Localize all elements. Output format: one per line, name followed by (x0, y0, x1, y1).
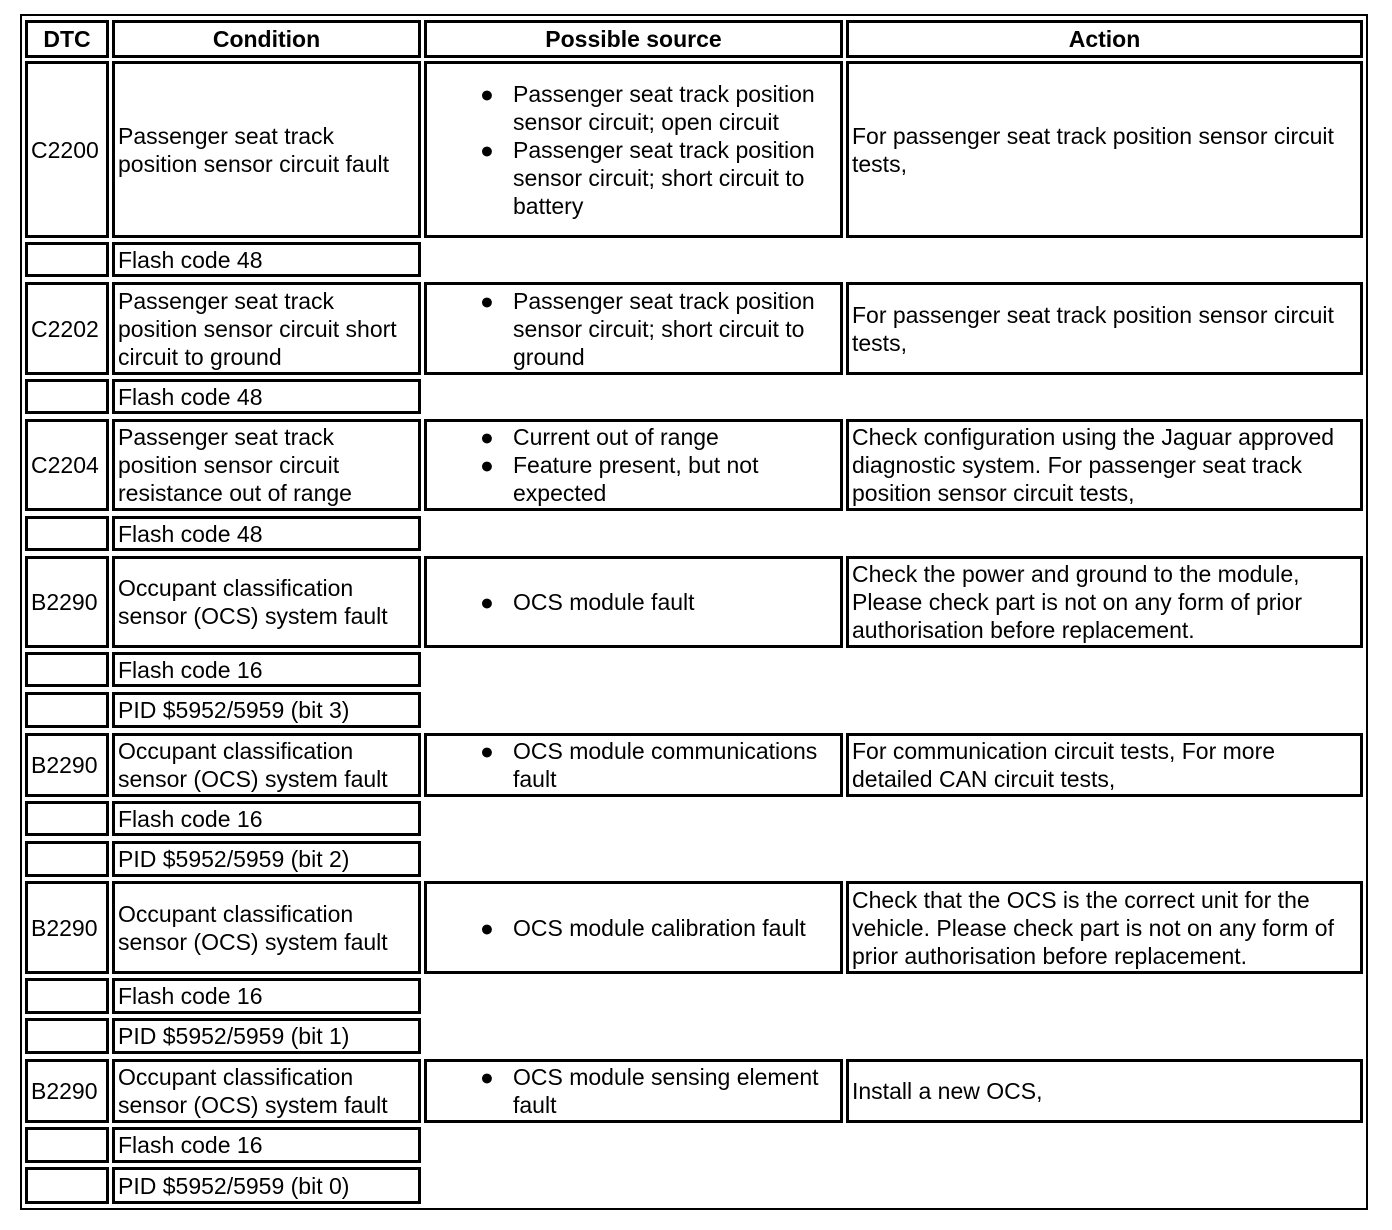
condition-cell (112, 282, 421, 375)
empty-dtc-cell (25, 652, 109, 687)
possible-source-list (477, 914, 806, 942)
empty-dtc-cell (25, 516, 109, 551)
possible-source-text: OCS module communications fault (513, 738, 818, 792)
possible-source-text: Passenger seat track position sensor circuit; short circuit to battery (513, 136, 815, 219)
flash-code-cell (112, 242, 421, 277)
possible-source-text: Passenger seat track position sensor circuit; short circuit to ground (513, 287, 815, 370)
condition-cell (112, 1059, 421, 1123)
empty-dtc-cell (25, 379, 109, 414)
pid-cell (112, 1018, 421, 1054)
bullet-icon: ● (480, 452, 494, 478)
bullet-icon: ● (480, 1064, 494, 1090)
possible-source-list (477, 287, 836, 371)
action-text: For passenger seat track position sensor circuit tests, (852, 301, 1334, 356)
flash-code-text: Flash code 16 (118, 983, 263, 1009)
possible-source-list (477, 423, 836, 507)
action-text: For passenger seat track position sensor circuit tests, (852, 122, 1334, 177)
possible-source-cell (424, 61, 843, 238)
flash-code-cell (112, 801, 421, 836)
flash-code-text: Flash code 16 (118, 1132, 263, 1158)
dtc-code-cell (25, 61, 109, 238)
dtc-code-cell (25, 419, 109, 511)
bullet-icon: ● (480, 589, 494, 615)
pid-text: PID $5952/5959 (bit 2) (118, 846, 350, 872)
possible-source-cell (424, 881, 843, 974)
pid-text: PID $5952/5959 (bit 3) (118, 697, 350, 723)
possible-source-list (477, 737, 836, 793)
bullet-icon: ● (480, 424, 494, 450)
possible-source-item (477, 287, 836, 371)
action-cell (846, 282, 1363, 375)
flash-code-text: Flash code 16 (118, 805, 263, 832)
condition-text: Occupant classification sensor (OCS) system fault (118, 900, 388, 955)
pid-text: PID $5952/5959 (bit 1) (118, 1023, 350, 1049)
dtc-code-cell (25, 1059, 109, 1123)
possible-source-item (477, 451, 836, 507)
header-condition (112, 20, 421, 58)
dtc-code-cell (25, 733, 109, 797)
possible-source-text: OCS module sensing element fault (513, 1064, 819, 1118)
condition-cell (112, 733, 421, 797)
empty-dtc-cell (25, 1018, 109, 1054)
action-text: Install a new OCS, (852, 1078, 1043, 1104)
flash-code-text: Flash code 48 (118, 246, 263, 273)
possible-source-item (477, 136, 836, 220)
flash-code-cell (112, 652, 421, 687)
possible-source-text: OCS module calibration fault (513, 914, 806, 941)
pid-cell (112, 692, 421, 728)
header-action-label: Action (1068, 26, 1141, 52)
dtc-code: C2200 (31, 136, 99, 163)
action-cell (846, 61, 1363, 238)
bullet-icon: ● (480, 80, 494, 107)
action-text: For communication circuit tests, For more detailed CAN circuit tests, (852, 738, 1276, 792)
possible-source-list (477, 1063, 836, 1119)
dtc-code: C2204 (31, 452, 99, 478)
possible-source-cell (424, 556, 843, 648)
empty-dtc-cell (25, 1167, 109, 1204)
pid-text: PID $5952/5959 (bit 0) (118, 1172, 350, 1199)
flash-code-cell (112, 978, 421, 1014)
flash-code-text: Flash code 16 (118, 656, 263, 683)
possible-source-list (477, 80, 836, 220)
empty-dtc-cell (25, 242, 109, 277)
empty-dtc-cell (25, 1127, 109, 1163)
dtc-code: B2290 (31, 1078, 98, 1104)
action-cell (846, 419, 1363, 511)
possible-source-text: OCS module fault (513, 589, 695, 615)
action-text: Check the power and ground to the module, Please check part is not on any form of prior authorisation before replacement. (852, 561, 1302, 643)
header-action (846, 20, 1363, 58)
header-condition-label: Condition (212, 26, 321, 52)
pid-cell (112, 1167, 421, 1204)
flash-code-text: Flash code 48 (118, 520, 263, 547)
possible-source-cell (424, 1059, 843, 1123)
dtc-code-cell (25, 282, 109, 375)
empty-dtc-cell (25, 841, 109, 877)
action-cell (846, 733, 1363, 797)
empty-dtc-cell (25, 692, 109, 728)
action-cell (846, 1059, 1363, 1123)
flash-code-cell (112, 1127, 421, 1163)
condition-text: Passenger seat track position sensor circuit short circuit to ground (118, 287, 397, 370)
action-text: Check configuration using the Jaguar approved diagnostic system. For passenger seat track position sensor circuit tests, (852, 424, 1335, 506)
empty-dtc-cell (25, 801, 109, 836)
empty-dtc-cell (25, 978, 109, 1014)
condition-text: Passenger seat track position sensor circuit fault (118, 122, 390, 177)
condition-cell (112, 61, 421, 238)
possible-source-item (477, 588, 695, 616)
flash-code-cell (112, 516, 421, 551)
flash-code-cell (112, 379, 421, 414)
condition-text: Passenger seat track position sensor circuit resistance out of range (118, 424, 352, 506)
action-cell (846, 881, 1363, 974)
condition-cell (112, 419, 421, 511)
action-text: Check that the OCS is the correct unit for the vehicle. Please check part is not on any form of prior authorisation before replacement. (852, 886, 1334, 969)
dtc-code-cell (25, 556, 109, 648)
possible-source-item (477, 80, 836, 136)
bullet-icon: ● (480, 136, 494, 163)
possible-source-text: Passenger seat track position sensor circuit; open circuit (513, 80, 815, 135)
condition-text: Occupant classification sensor (OCS) system fault (118, 575, 388, 629)
possible-source-item (477, 1063, 836, 1119)
possible-source-item (477, 423, 836, 451)
bullet-icon: ● (480, 287, 494, 314)
condition-text: Occupant classification sensor (OCS) system fault (118, 738, 388, 792)
possible-source-cell (424, 282, 843, 375)
possible-source-text: Feature present, but not expected (513, 452, 759, 506)
possible-source-list (477, 588, 695, 616)
condition-cell (112, 881, 421, 974)
possible-source-cell (424, 733, 843, 797)
flash-code-text: Flash code 48 (118, 383, 263, 410)
bullet-icon: ● (480, 914, 494, 941)
possible-source-cell (424, 419, 843, 511)
action-cell (846, 556, 1363, 648)
possible-source-text: Current out of range (513, 424, 719, 450)
header-source-label: Possible source (545, 26, 722, 52)
header-source (424, 20, 843, 58)
possible-source-item (477, 914, 806, 942)
condition-text: Occupant classification sensor (OCS) system fault (118, 1064, 388, 1118)
dtc-code: B2290 (31, 752, 98, 778)
bullet-icon: ● (480, 738, 494, 764)
condition-cell (112, 556, 421, 648)
pid-cell (112, 841, 421, 877)
dtc-code: B2290 (31, 589, 98, 615)
dtc-code-cell (25, 881, 109, 974)
header-dtc (25, 20, 109, 58)
possible-source-item (477, 737, 836, 793)
dtc-code: C2202 (31, 315, 99, 342)
dtc-code: B2290 (31, 914, 98, 941)
header-dtc-label: DTC (43, 26, 91, 52)
